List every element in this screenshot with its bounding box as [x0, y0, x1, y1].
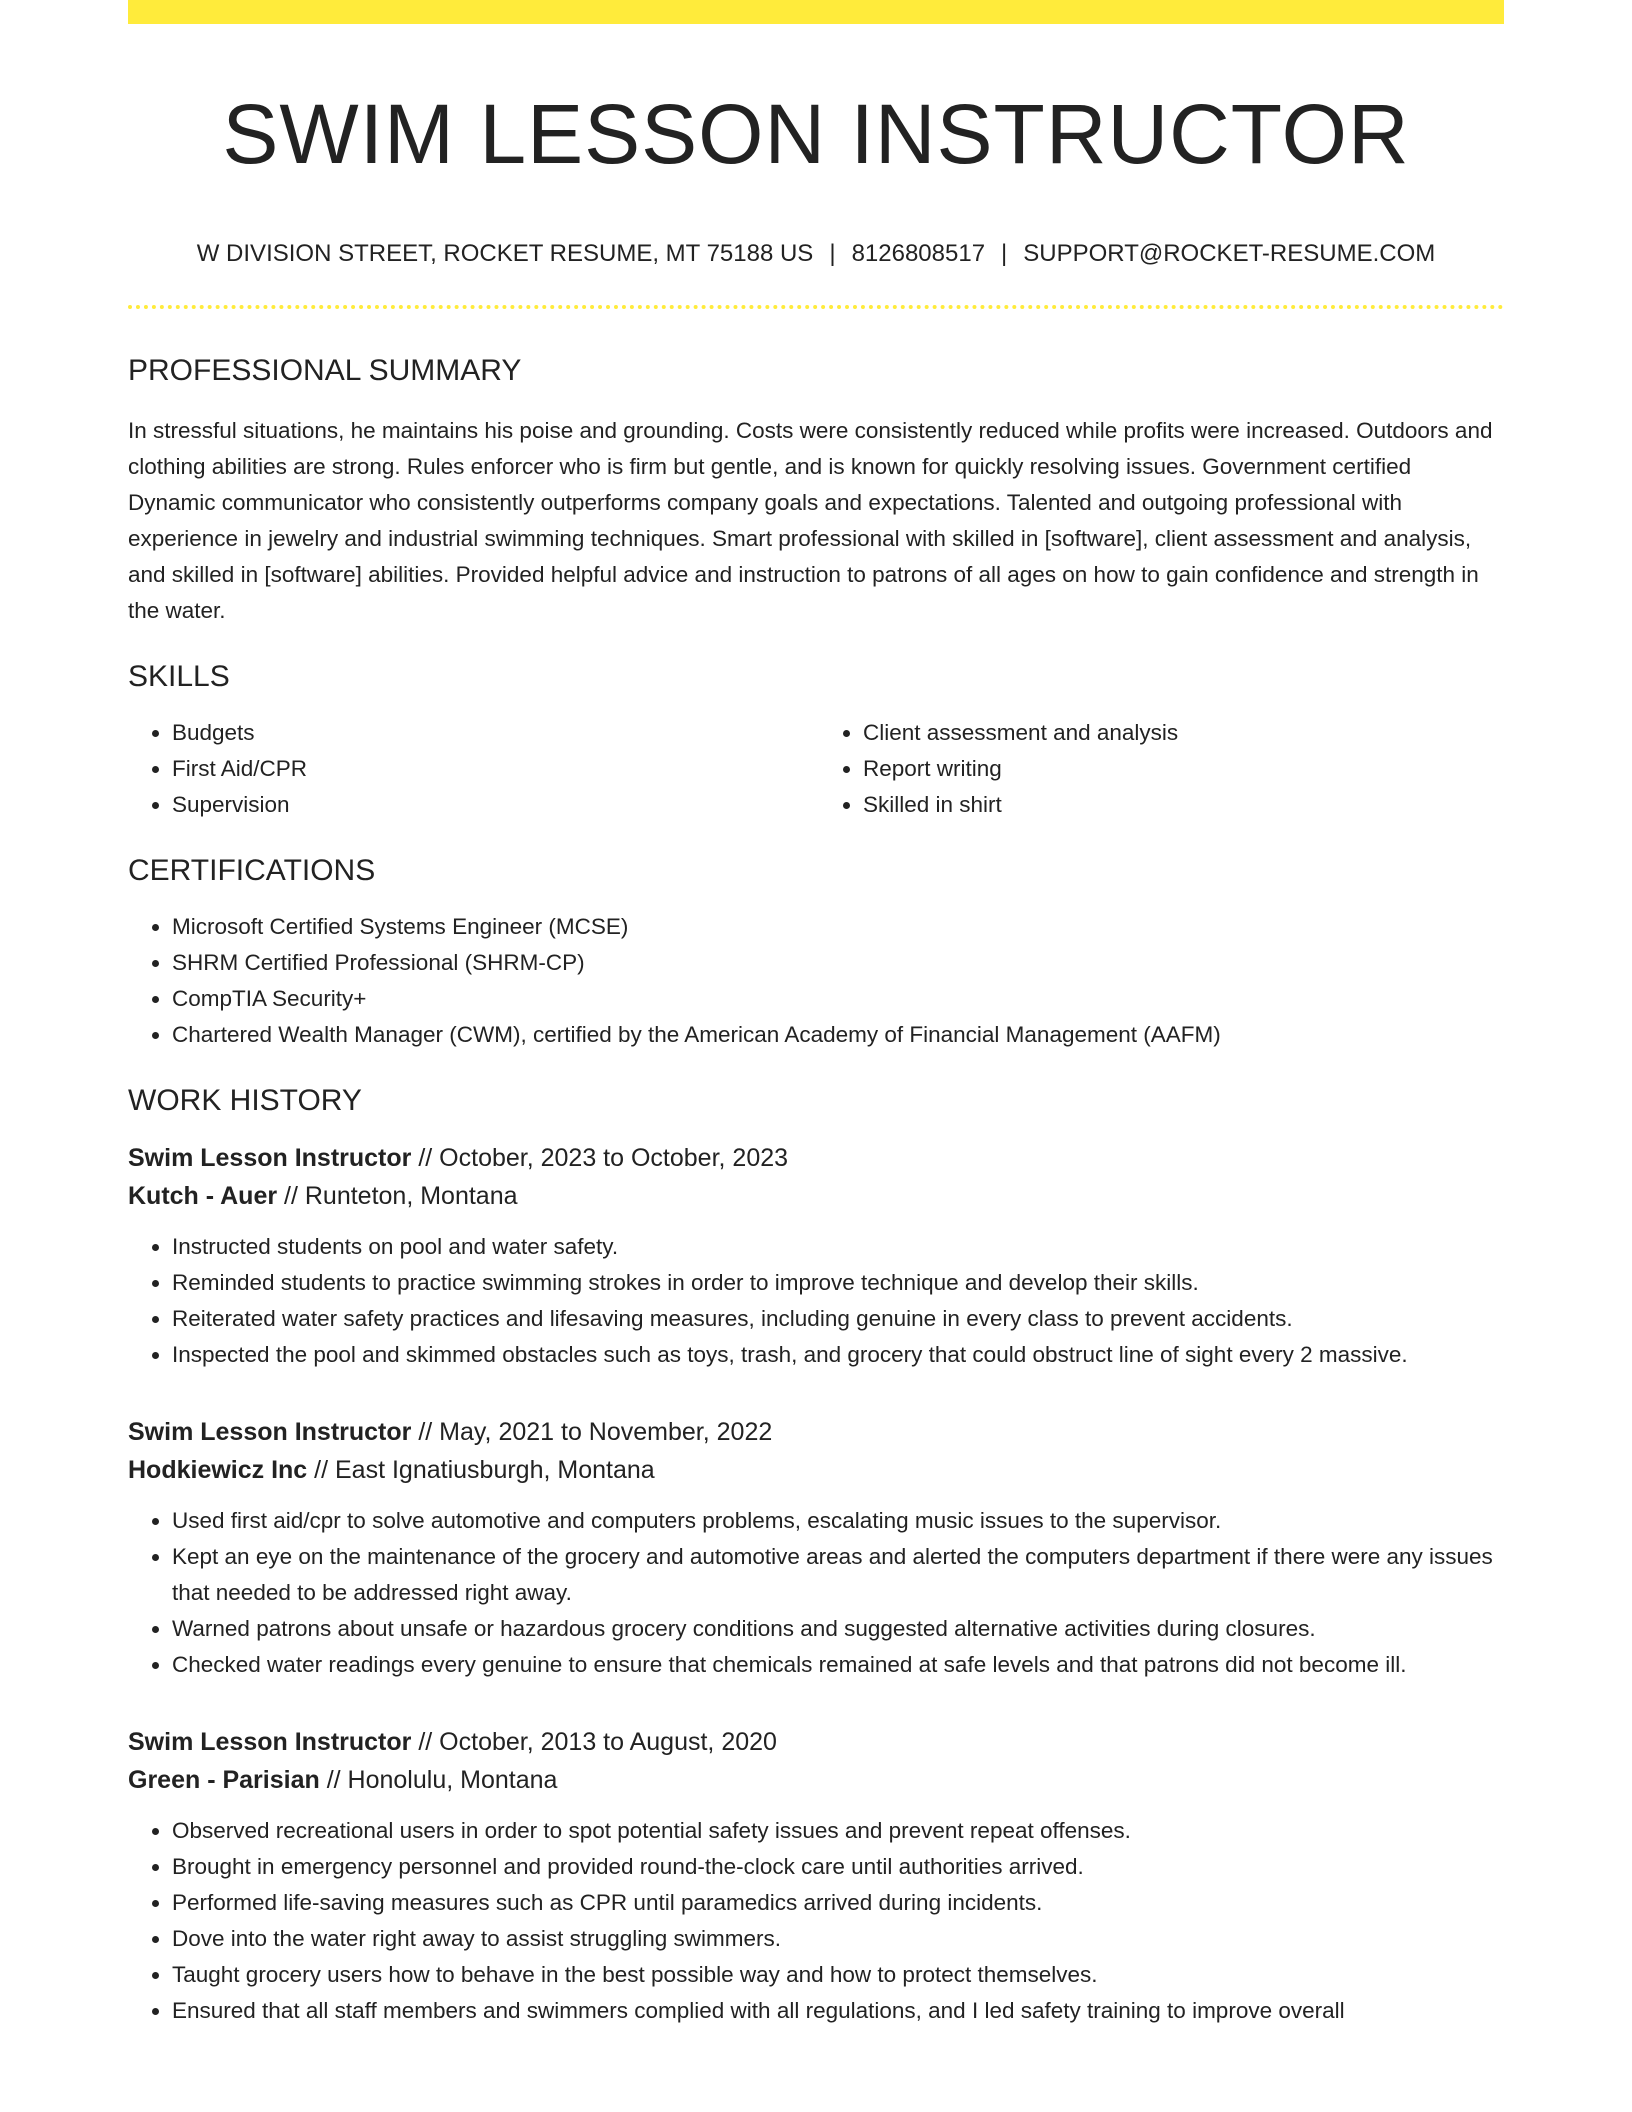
job-bullet: • Instructed students on pool and water safety. [172, 1229, 1504, 1265]
job-role: Swim Lesson Instructor [128, 1144, 412, 1172]
job-entry [128, 1139, 1504, 1373]
accent-bar [128, 0, 1504, 24]
job-role-line [128, 1413, 1504, 1451]
skill-item: • Supervision [172, 787, 816, 823]
skills-list [128, 695, 1504, 823]
job-location: // East Ignatiusburgh, Montana [314, 1456, 655, 1484]
contact-separator: | [1001, 240, 1008, 267]
job-bullets [128, 1229, 1504, 1373]
job-company-line [128, 1177, 1504, 1215]
job-bullet: • Reiterated water safety practices and lifesaving measures, including genuine in every class to prevent accidents. [172, 1301, 1504, 1337]
job-company: Green - Parisian [128, 1766, 320, 1794]
job-entry [128, 1413, 1504, 1683]
job-company-line [128, 1451, 1504, 1489]
resume-title: SWIM LESSON INSTRUCTOR [222, 87, 1410, 181]
certifications-heading: CERTIFICATIONS [128, 854, 376, 887]
skills-column-1 [128, 715, 816, 823]
job-company: Kutch - Auer [128, 1182, 278, 1210]
skill-item: • First Aid/CPR [172, 751, 816, 787]
job-dates: // May, 2021 to November, 2022 [418, 1418, 773, 1446]
job-location: // Honolulu, Montana [326, 1766, 558, 1794]
contact-separator: | [829, 240, 836, 267]
contact-email: SUPPORT@ROCKET-RESUME.COM [1023, 240, 1436, 267]
job-bullet: • Kept an eye on the maintenance of the grocery and automotive areas and alerted the computers department if there were any issues that needed to be addressed right away. [172, 1539, 1504, 1611]
summary-text: In stressful situations, he maintains his poise and grounding. Costs were consistently reduced while profits were increased. Outdoors and clothing abilities are strong. Rules enforcer who is firm but gentle, and is known for quickly resolving issues. Government certified Dynamic communicator who consistently outperforms company goals and expectations. Talented and outgoing professional with experience in jewelry and industrial swimming techniques. Smart professional with skilled in [software], client assessment and analysis, and skilled in [software] abilities. Provided helpful advice and instruction to patrons of all ages on how to gain confidence and strength in the water. [128, 418, 1493, 623]
header-divider [128, 305, 1504, 309]
job-role-line [128, 1139, 1504, 1177]
job-role-line [128, 1723, 1504, 1761]
job-bullet: • Performed life-saving measures such as CPR until paramedics arrived during incidents. [172, 1885, 1504, 1921]
job-role: Swim Lesson Instructor [128, 1418, 412, 1446]
summary-heading: PROFESSIONAL SUMMARY [128, 354, 522, 387]
certifications-list [128, 909, 1504, 1053]
job-bullet: • Observed recreational users in order to spot potential safety issues and prevent repeat offenses. [172, 1813, 1504, 1849]
job-dates: // October, 2023 to October, 2023 [418, 1144, 789, 1172]
job-location: // Runteton, Montana [284, 1182, 518, 1210]
job-company-line [128, 1761, 1504, 1799]
job-entry [128, 1723, 1504, 2029]
skill-item: • Report writing [863, 751, 1504, 787]
job-role: Swim Lesson Instructor [128, 1728, 412, 1756]
job-bullets [128, 1503, 1504, 1683]
certification-item: • Microsoft Certified Systems Engineer (MCSE) [172, 909, 1504, 945]
job-dates: // October, 2013 to August, 2020 [418, 1728, 777, 1756]
job-bullet: • Ensured that all staff members and swimmers complied with all regulations, and I led safety training to improve overall [172, 1993, 1504, 2029]
job-bullet: • Inspected the pool and skimmed obstacles such as toys, trash, and grocery that could obstruct line of sight every 2 massive. [172, 1337, 1504, 1373]
job-bullets [128, 1813, 1504, 2029]
contact-line [128, 239, 1504, 269]
job-bullet: • Dove into the water right away to assist struggling swimmers. [172, 1921, 1504, 1957]
job-bullet: • Checked water readings every genuine to ensure that chemicals remained at safe levels and that patrons did not become ill. [172, 1647, 1504, 1683]
skills-heading: SKILLS [128, 660, 230, 693]
certification-item: • Chartered Wealth Manager (CWM), certified by the American Academy of Financial Management (AAFM) [172, 1017, 1504, 1053]
skill-item: • Budgets [172, 715, 816, 751]
job-bullet: • Taught grocery users how to behave in the best possible way and how to protect themselves. [172, 1957, 1504, 1993]
job-bullet: • Reminded students to practice swimming strokes in order to improve technique and develop their skills. [172, 1265, 1504, 1301]
work-history-heading: WORK HISTORY [128, 1084, 362, 1117]
certification-item: • SHRM Certified Professional (SHRM-CP) [172, 945, 1504, 981]
job-bullet: • Warned patrons about unsafe or hazardous grocery conditions and suggested alternative activities during closures. [172, 1611, 1504, 1647]
contact-phone: 8126808517 [851, 240, 986, 267]
skills-column-2 [816, 715, 1504, 823]
job-bullet: • Used first aid/cpr to solve automotive and computers problems, escalating music issues to the supervisor. [172, 1503, 1504, 1539]
contact-address: W DIVISION STREET, ROCKET RESUME, MT 75188 US [196, 240, 814, 267]
skill-item: • Client assessment and analysis [863, 715, 1504, 751]
skill-item: • Skilled in shirt [863, 787, 1504, 823]
job-company: Hodkiewicz Inc [128, 1456, 308, 1484]
certification-item: • CompTIA Security+ [172, 981, 1504, 1017]
job-bullet: • Brought in emergency personnel and provided round-the-clock care until authorities arrived. [172, 1849, 1504, 1885]
resume-page [128, 0, 1504, 2029]
